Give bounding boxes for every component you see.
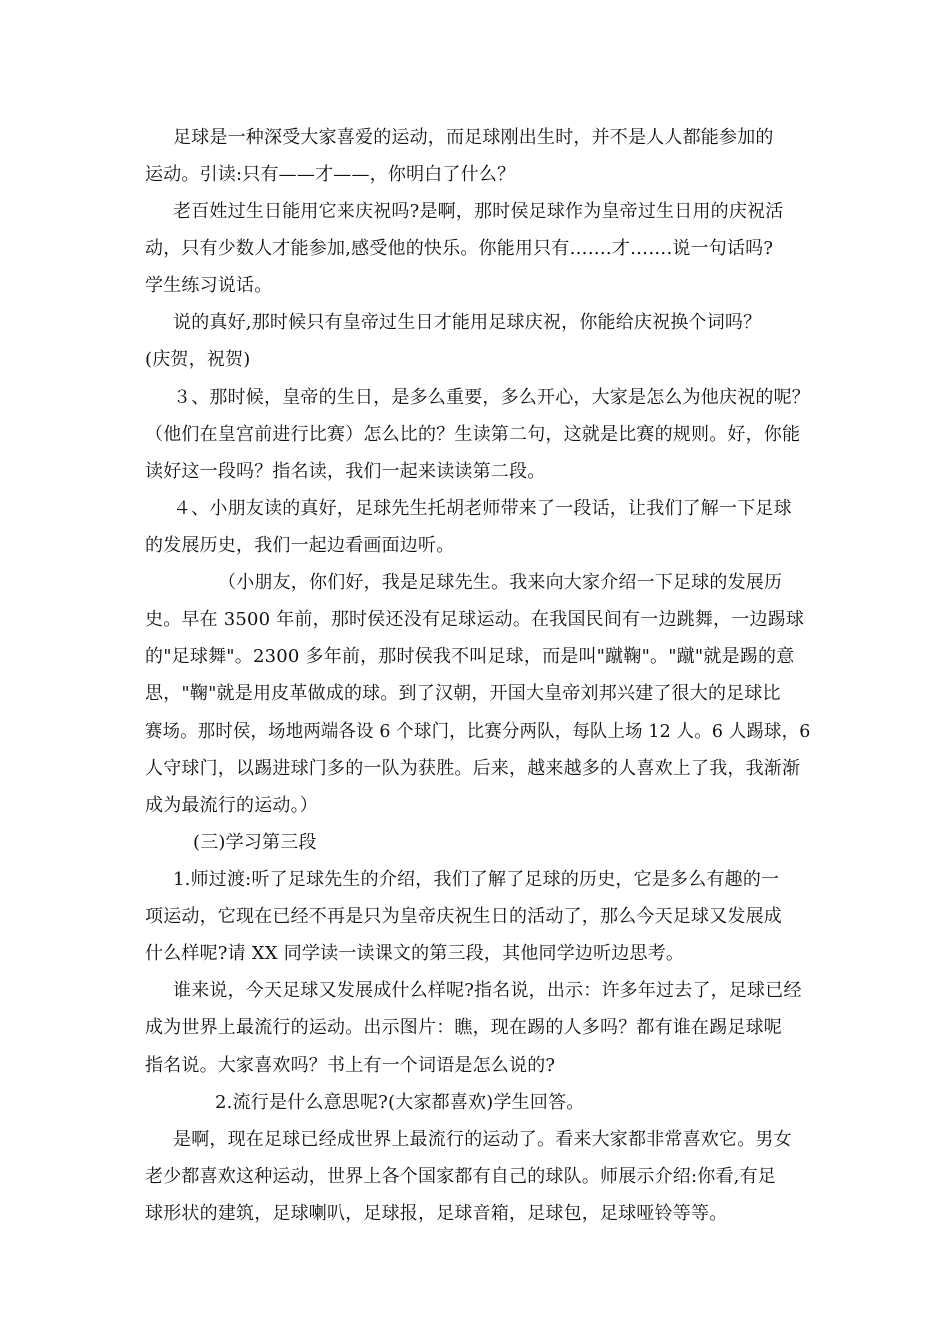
text-line: 赛场。那时侯，场地两端各设 6 个球门，比赛分两队，每队上场 12 人。6 人踢球，6 xyxy=(145,721,811,742)
text-line: 学生练习说话。 xyxy=(145,275,273,296)
text-line: 说的真好,那时候只有皇帝过生日才能用足球庆祝，你能给庆祝换个词吗？ xyxy=(173,312,762,333)
text-line: 足球是一种深受大家喜爱的运动，而足球刚出生时，并不是人人都能参加的 xyxy=(173,127,774,148)
text-line: （他们在皇宫前进行比赛）怎么比的？生读第二句，这就是比赛的规则。好，你能 xyxy=(145,424,801,445)
text-line: 是啊，现在足球已经成世界上最流行的运动了。看来大家都非常喜欢它。男女 xyxy=(173,1129,792,1150)
text-line: 什么样呢?请 XX 同学读一读课文的第三段，其他同学边听边思考。 xyxy=(145,943,685,964)
text-line: （小朋友，你们好，我是足球先生。我来向大家介绍一下足球的发展历 xyxy=(218,572,783,593)
text-line: (庆贺，祝贺) xyxy=(145,349,251,370)
text-line: 1.师过渡:听了足球先生的介绍，我们了解了足球的历史，它是多么有趣的一 xyxy=(173,869,780,890)
text-line: 思，"鞠"就是用皮革做成的球。到了汉朝，开国大皇帝刘邦兴建了很大的足球比 xyxy=(145,683,781,704)
text-line: ４、小朋友读的真好，足球先生托胡老师带来了一段话，让我们了解一下足球 xyxy=(173,498,792,519)
text-line: 动，只有少数人才能参加,感受他的快乐。你能用只有…….才…….说一句话吗? xyxy=(145,238,774,259)
text-line: 2.流行是什么意思呢?(大家都喜欢)学生回答。 xyxy=(215,1092,585,1113)
text-line: 指名说。大家喜欢吗？书上有一个词语是怎么说的? xyxy=(145,1055,556,1076)
text-line: 项运动，它现在已经不再是只为皇帝庆祝生日的活动了，那么今天足球又发展成 xyxy=(145,906,782,927)
text-line: 谁来说，今天足球又发展成什么样呢?指名说，出示：许多年过去了，足球已经 xyxy=(173,980,802,1001)
text-line: ３、那时候，皇帝的生日，是多么重要，多么开心，大家是怎么为他庆祝的呢？ xyxy=(173,387,810,408)
text-line: 运动。引读:只有——才——，你明白了什么？ xyxy=(145,164,516,185)
section-heading: (三)学习第三段 xyxy=(193,832,317,853)
text-line: 读好这一段吗？指名读，我们一起来读读第二段。 xyxy=(145,461,546,482)
text-line: 人守球门，以踢进球门多的一队为获胜。后来，越来越多的人喜欢上了我，我渐渐 xyxy=(145,758,801,779)
text-line: 老百姓过生日能用它来庆祝吗?是啊，那时侯足球作为皇帝过生日用的庆祝活 xyxy=(173,201,784,222)
text-line: 老少都喜欢这种运动，世界上各个国家都有自己的球队。师展示介绍:你看,有足 xyxy=(145,1166,776,1187)
text-line: 成为世界上最流行的运动。出示图片：瞧，现在踢的人多吗？都有谁在踢足球呢 xyxy=(145,1017,782,1038)
text-line: 球形状的建筑，足球喇叭，足球报，足球音箱，足球包，足球哑铃等等。 xyxy=(145,1203,728,1224)
text-line: 成为最流行的运动。） xyxy=(145,795,318,816)
text-line: 史。早在 3500 年前，那时侯还没有足球运动。在我国民间有一边跳舞，一边踢球 xyxy=(145,609,805,630)
text-line: 的"足球舞"。2300 多年前，那时侯我不叫足球，而是叫"蹴鞠"。"蹴"就是踢的意 xyxy=(145,646,795,667)
text-line: 的发展历史，我们一起边看画面边听。 xyxy=(145,535,455,556)
